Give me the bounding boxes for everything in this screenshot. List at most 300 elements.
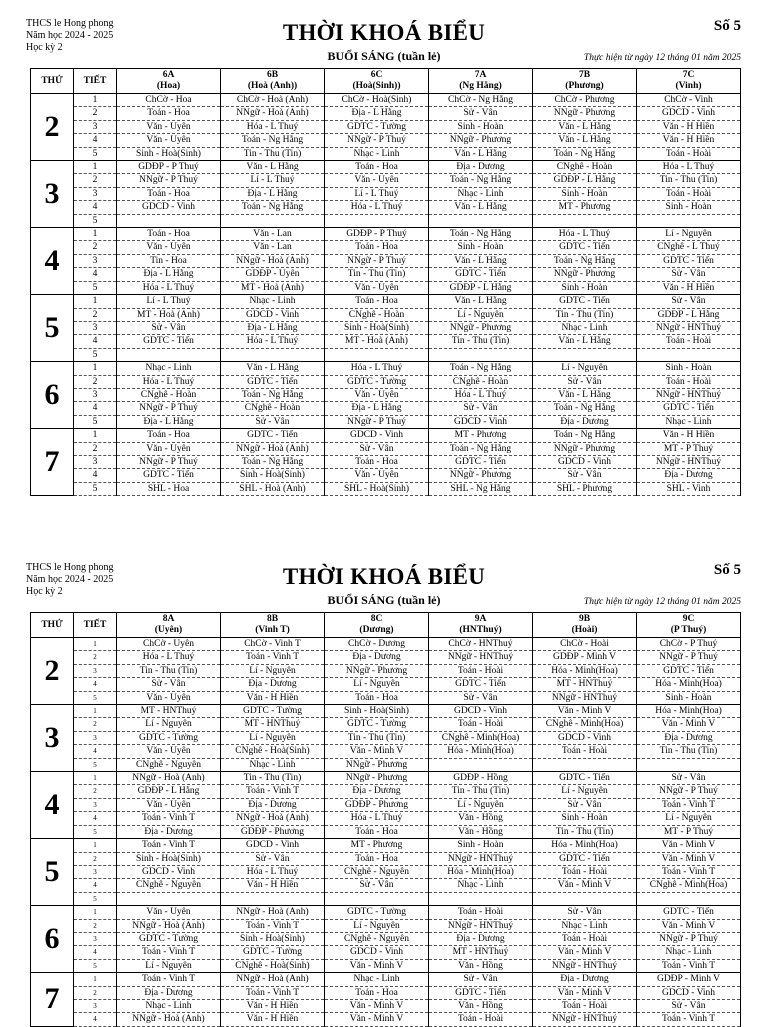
lesson-cell: Toán - Ng Hằng <box>221 134 325 147</box>
lesson-cell: Địa - L Hằng <box>117 415 221 428</box>
lesson-cell: Văn - L Hằng <box>429 147 533 160</box>
class-name: 7C <box>682 70 695 80</box>
lesson-cell: Toán - Hoa <box>325 161 429 174</box>
lesson-cell: Toán - Ng Hằng <box>429 442 533 455</box>
period-number: 5 <box>74 147 117 160</box>
timetable-sheet-2 <box>0 544 768 1025</box>
lesson-cell: GDTC - Tiến <box>429 268 533 281</box>
period-number: 3 <box>74 254 117 267</box>
period-number: 2 <box>74 919 117 932</box>
lesson-cell: Toán - Vinh T <box>637 1013 741 1026</box>
lesson-cell: Toán - Ng Hằng <box>429 362 533 375</box>
table-row <box>31 120 741 133</box>
lesson-cell: Văn - Uyên <box>325 388 429 401</box>
lesson-cell: GDTC - Tiến <box>533 295 637 308</box>
lesson-cell: GDCD - Vinh <box>117 865 221 878</box>
lesson-cell: Văn - H Hiền <box>221 1013 325 1026</box>
lesson-cell: NNgữ - P Thuý <box>325 134 429 147</box>
lesson-cell: Văn - Uyên <box>117 120 221 133</box>
period-number: 5 <box>74 348 117 361</box>
lesson-cell <box>429 758 533 771</box>
period-number: 1 <box>74 161 117 174</box>
lesson-cell: Hóa - Minh(Hoa) <box>429 865 533 878</box>
lesson-cell: Sinh - Hoà(Sinh) <box>117 852 221 865</box>
timetable-sheet-1 <box>0 0 768 494</box>
lesson-cell: Toán - Ng Hằng <box>429 228 533 241</box>
lesson-cell: Lí - Nguyên <box>533 785 637 798</box>
period-number: 4 <box>74 268 117 281</box>
table-row <box>31 241 741 254</box>
sheet-number: Số 5 <box>713 18 741 34</box>
lesson-cell: GDĐP - L Hằng <box>117 785 221 798</box>
lesson-cell: Sinh - Hoà(Sinh) <box>221 932 325 945</box>
lesson-cell: Văn - Hồng <box>429 812 533 825</box>
lesson-cell: Nhạc - Linh <box>117 999 221 1012</box>
homeroom-teacher: (Hoà(Sinh)) <box>352 81 401 91</box>
class-header-8a <box>117 613 221 638</box>
period-number: 1 <box>74 94 117 107</box>
lesson-cell: Toán - Hoài <box>429 906 533 919</box>
lesson-cell: GDĐP - Phương <box>221 825 325 838</box>
period-number: 5 <box>74 281 117 294</box>
lesson-cell <box>533 348 637 361</box>
lesson-cell: NNgữ - Phương <box>325 758 429 771</box>
lesson-cell <box>325 214 429 227</box>
lesson-cell: Hóa - Minh(Hoa) <box>637 705 741 718</box>
lesson-cell: SHL - Phương <box>533 482 637 495</box>
period-number: 4 <box>74 402 117 415</box>
lesson-cell: NNgữ - Hoà (Anh) <box>221 812 325 825</box>
lesson-cell: Sử - Vân <box>429 973 533 986</box>
lesson-cell: Toán - Vinh T <box>221 651 325 664</box>
col-day-header: THỨ <box>31 69 74 94</box>
table-row <box>31 638 741 651</box>
table-row <box>31 402 741 415</box>
school-name: THCS le Hong phong <box>26 18 114 29</box>
lesson-cell: NNgữ - HNThuý <box>637 388 741 401</box>
day-cell: 2 <box>31 638 74 705</box>
table-row <box>31 758 741 771</box>
lesson-cell: Toán - Vinh T <box>117 812 221 825</box>
lesson-cell: GDTC - Tường <box>221 705 325 718</box>
lesson-cell: Văn - L Hằng <box>533 335 637 348</box>
lesson-cell: ChCờ - Dương <box>325 638 429 651</box>
period-number: 2 <box>74 986 117 999</box>
period-number: 1 <box>74 705 117 718</box>
lesson-cell: GDTC - Tiến <box>221 375 325 388</box>
lesson-cell: Địa - Dương <box>533 415 637 428</box>
lesson-cell: CNghê - Hoàn <box>533 161 637 174</box>
sheet-number: Số 5 <box>713 562 741 578</box>
lesson-cell: Toán - Ng Hằng <box>533 429 637 442</box>
class-header-6c <box>325 69 429 94</box>
class-header-7a <box>429 69 533 94</box>
lesson-cell: NNgữ - Hoà (Anh) <box>117 1013 221 1026</box>
lesson-cell: Văn - H Hiền <box>637 429 741 442</box>
period-number: 1 <box>74 906 117 919</box>
class-header-9a <box>429 613 533 638</box>
lesson-cell: Văn - Minh V <box>637 852 741 865</box>
lesson-cell: Toán - Ng Hằng <box>221 455 325 468</box>
school-term: Học kỳ 2 <box>26 586 63 597</box>
lesson-cell: GDCD - Vinh <box>325 429 429 442</box>
table-row <box>31 321 741 334</box>
lesson-cell: Toán - Vinh T <box>117 946 221 959</box>
lesson-cell: Toán - Hoa <box>325 295 429 308</box>
lesson-cell <box>533 758 637 771</box>
table-row <box>31 1013 741 1026</box>
lesson-cell: Hóa - L Thuý <box>325 812 429 825</box>
class-header-9c <box>637 613 741 638</box>
lesson-cell: SHL - Hoa <box>117 482 221 495</box>
period-number: 1 <box>74 638 117 651</box>
lesson-cell: Toán - Hoài <box>533 865 637 878</box>
period-number: 5 <box>74 892 117 905</box>
lesson-cell: Địa - L Hằng <box>221 187 325 200</box>
lesson-cell <box>637 758 741 771</box>
lesson-cell: Tin - Hoa <box>117 254 221 267</box>
table-row <box>31 798 741 811</box>
homeroom-teacher: (Uyên) <box>154 625 183 635</box>
table-row <box>31 147 741 160</box>
table-row <box>31 388 741 401</box>
lesson-cell: NNgữ - HNThuý <box>429 651 533 664</box>
lesson-cell: GDTC - Tiến <box>533 241 637 254</box>
lesson-cell: Địa - Dương <box>637 731 741 744</box>
lesson-cell: Hóa - Minh(Hoa) <box>533 664 637 677</box>
lesson-cell: Toán - Vinh T <box>637 798 741 811</box>
lesson-cell: Sử - Vân <box>637 268 741 281</box>
lesson-cell <box>429 214 533 227</box>
lesson-cell: ChCờ - Vinh <box>637 94 741 107</box>
lesson-cell: CNghê - Minh(Hoa) <box>429 731 533 744</box>
lesson-cell: Địa - L Hằng <box>325 402 429 415</box>
lesson-cell: Lí - L Thuý <box>117 295 221 308</box>
lesson-cell: Toán - Ng Hằng <box>221 201 325 214</box>
lesson-cell: Văn - Minh V <box>533 986 637 999</box>
period-number: 2 <box>74 852 117 865</box>
lesson-cell: GDĐP - P Thuý <box>325 228 429 241</box>
lesson-cell <box>637 214 741 227</box>
lesson-cell: Văn - H Hiền <box>221 879 325 892</box>
lesson-cell: Văn - Uyên <box>117 691 221 704</box>
timetable-head <box>31 613 741 638</box>
table-row <box>31 691 741 704</box>
lesson-cell: Lí - Nguyên <box>117 718 221 731</box>
lesson-cell: NNgữ - HNThuý <box>637 321 741 334</box>
lesson-cell: Toán - Vinh T <box>221 919 325 932</box>
period-number: 1 <box>74 362 117 375</box>
lesson-cell <box>637 892 741 905</box>
period-number: 5 <box>74 415 117 428</box>
table-row <box>31 295 741 308</box>
lesson-cell: GDTC - Tường <box>117 731 221 744</box>
period-number: 5 <box>74 758 117 771</box>
lesson-cell: NNgữ - P Thuý <box>637 932 741 945</box>
table-row <box>31 455 741 468</box>
lesson-cell: Sử - Vân <box>429 402 533 415</box>
lesson-cell: Toán - Vinh T <box>637 865 741 878</box>
period-number: 3 <box>74 664 117 677</box>
lesson-cell: Địa - Dương <box>221 678 325 691</box>
table-row <box>31 919 741 932</box>
lesson-cell: ChCờ - Phương <box>533 94 637 107</box>
lesson-cell: GDĐP - Minh V <box>637 973 741 986</box>
lesson-cell: Toán - Hoa <box>325 241 429 254</box>
lesson-cell: NNgữ - HNThuý <box>429 919 533 932</box>
lesson-cell: Hóa - L Thuý <box>533 228 637 241</box>
day-cell: 6 <box>31 362 74 429</box>
lesson-cell <box>325 892 429 905</box>
lesson-cell: Toán - Ng Hằng <box>221 388 325 401</box>
lesson-cell: NNgữ - HNThuý <box>429 852 533 865</box>
lesson-cell: Văn - Lan <box>221 228 325 241</box>
lesson-cell: NNgữ - Hoà (Anh) <box>117 919 221 932</box>
lesson-cell: NNgữ - P Thuý <box>637 651 741 664</box>
lesson-cell: CNghê - Nguyên <box>325 932 429 945</box>
lesson-cell: GDCD - Vinh <box>221 308 325 321</box>
table-row <box>31 892 741 905</box>
lesson-cell: MT - HNThuý <box>117 705 221 718</box>
lesson-cell: Toán - Hoa <box>325 852 429 865</box>
lesson-cell: Hóa - L Thuý <box>325 362 429 375</box>
lesson-cell <box>429 348 533 361</box>
lesson-cell: CNghê - Hoà(Sinh) <box>221 745 325 758</box>
lesson-cell: Văn - Uyên <box>325 469 429 482</box>
lesson-cell: GDĐP - P Thuý <box>117 161 221 174</box>
lesson-cell: Sinh - Hoàn <box>533 812 637 825</box>
lesson-cell: GDTC - Tiến <box>637 402 741 415</box>
period-number: 1 <box>74 839 117 852</box>
col-period-header: TIẾT <box>74 613 117 638</box>
page-title: THỜI KHOÁ BIỂU <box>282 564 486 589</box>
lesson-cell: GDTC - Tiến <box>117 469 221 482</box>
lesson-cell: Lí - Nguyên <box>325 678 429 691</box>
lesson-cell: Văn - H Hiền <box>637 120 741 133</box>
lesson-cell: Nhạc - Linh <box>533 321 637 334</box>
lesson-cell: GDĐP - Minh V <box>533 651 637 664</box>
homeroom-teacher: (Vinh) <box>675 81 702 91</box>
day-cell: 6 <box>31 906 74 973</box>
table-row <box>31 825 741 838</box>
lesson-cell: Nhạc - Linh <box>637 415 741 428</box>
lesson-cell: Văn - Minh V <box>325 745 429 758</box>
table-row <box>31 731 741 744</box>
period-number: 1 <box>74 973 117 986</box>
lesson-cell: Toán - Hoa <box>117 228 221 241</box>
class-header-9b <box>533 613 637 638</box>
lesson-cell: Văn - Lan <box>221 241 325 254</box>
lesson-cell: Văn - L Hằng <box>429 295 533 308</box>
lesson-cell: Văn - Minh V <box>637 919 741 932</box>
period-number: 3 <box>74 798 117 811</box>
class-name: 6A <box>162 70 175 80</box>
lesson-cell: NNgữ - Phương <box>429 321 533 334</box>
lesson-cell: ChCờ - Vinh T <box>221 638 325 651</box>
lesson-cell: Văn - Hồng <box>429 825 533 838</box>
lesson-cell: Văn - Uyên <box>117 241 221 254</box>
lesson-cell: Văn - L Hằng <box>221 362 325 375</box>
lesson-cell: Văn - L Hằng <box>429 254 533 267</box>
sheet-header <box>0 544 768 612</box>
lesson-cell: GDTC - Tiến <box>637 906 741 919</box>
lesson-cell: Sinh - Hoàn <box>429 241 533 254</box>
lesson-cell: Nhạc - Linh <box>325 973 429 986</box>
page-subtitle: BUỔI SÁNG (tuần lẻ) <box>327 49 441 63</box>
lesson-cell: Hóa - Minh(Hoa) <box>637 678 741 691</box>
lesson-cell: CNghê - Minh(Hoa) <box>533 718 637 731</box>
lesson-cell: Văn - H Hiền <box>637 281 741 294</box>
lesson-cell: GDĐP - L Hằng <box>429 281 533 294</box>
lesson-cell: ChCờ - Ng Hằng <box>429 94 533 107</box>
lesson-cell: Văn - Minh V <box>637 839 741 852</box>
lesson-cell: NNgữ - HNThuý <box>533 959 637 972</box>
table-row <box>31 664 741 677</box>
lesson-cell: GDĐP - L Hằng <box>637 308 741 321</box>
school-year: Năm học 2024 - 2025 <box>26 574 114 585</box>
col-period-header: TIẾT <box>74 69 117 94</box>
lesson-cell: Toán - Hoài <box>637 375 741 388</box>
homeroom-teacher: (Dương) <box>359 625 394 635</box>
lesson-cell: NNgữ - HNThuý <box>533 691 637 704</box>
period-number: 4 <box>74 879 117 892</box>
lesson-cell: GDTC - Tường <box>325 718 429 731</box>
period-number: 5 <box>74 482 117 495</box>
lesson-cell: Sử - Vân <box>637 772 741 785</box>
lesson-cell: GDCD - Vinh <box>533 455 637 468</box>
day-cell: 3 <box>31 705 74 772</box>
period-number: 4 <box>74 201 117 214</box>
period-number: 5 <box>74 825 117 838</box>
table-row <box>31 174 741 187</box>
lesson-cell: Nhạc - Linh <box>429 187 533 200</box>
homeroom-teacher: (Ng Hằng) <box>459 81 502 91</box>
day-cell: 7 <box>31 429 74 496</box>
lesson-cell: Hóa - L Thuý <box>221 865 325 878</box>
table-row <box>31 986 741 999</box>
table-row <box>31 469 741 482</box>
lesson-cell: GDTC - Tiến <box>221 429 325 442</box>
lesson-cell <box>533 214 637 227</box>
lesson-cell <box>117 348 221 361</box>
lesson-cell: ChCờ - Hoà (Anh) <box>221 94 325 107</box>
col-day-header: THỨ <box>31 613 74 638</box>
lesson-cell: Lí - Nguyên <box>221 664 325 677</box>
lesson-cell: Sử - Vân <box>117 678 221 691</box>
lesson-cell: ChCờ - P Thuý <box>637 638 741 651</box>
period-number: 1 <box>74 228 117 241</box>
table-row <box>31 308 741 321</box>
lesson-cell: CNghê - Minh(Hoa) <box>637 879 741 892</box>
lesson-cell: Sử - Vân <box>221 415 325 428</box>
page-subtitle: BUỔI SÁNG (tuần lẻ) <box>327 593 441 607</box>
lesson-cell: Lí - L Thuý <box>325 187 429 200</box>
lesson-cell: Văn - Uyên <box>325 174 429 187</box>
lesson-cell: Toán - Hoa <box>325 986 429 999</box>
lesson-cell: GDCD - Vinh <box>429 415 533 428</box>
lesson-cell: Địa - L Hằng <box>325 107 429 120</box>
lesson-cell <box>637 348 741 361</box>
lesson-cell: CNghê - Nguyên <box>117 758 221 771</box>
table-row <box>31 785 741 798</box>
lesson-cell: Tin - Thu (Tin) <box>533 308 637 321</box>
lesson-cell: Toán - Ng Hằng <box>533 402 637 415</box>
lesson-cell: Văn - L Hằng <box>221 161 325 174</box>
period-number: 4 <box>74 812 117 825</box>
lesson-cell: Địa - Dương <box>637 469 741 482</box>
table-row <box>31 201 741 214</box>
table-row <box>31 348 741 361</box>
class-name: 8B <box>266 614 279 624</box>
table-row <box>31 134 741 147</box>
lesson-cell: Lí - Nguyên <box>637 812 741 825</box>
table-row <box>31 254 741 267</box>
lesson-cell: NNgữ - P Thuý <box>325 254 429 267</box>
lesson-cell: Sinh - Hoàn <box>637 691 741 704</box>
lesson-cell: NNgữ - P Thuý <box>117 455 221 468</box>
period-number: 4 <box>74 678 117 691</box>
table-row <box>31 772 741 785</box>
lesson-cell: NNgữ - P Thuý <box>325 415 429 428</box>
lesson-cell: NNgữ - HNThuý <box>533 1013 637 1026</box>
lesson-cell: CNghê - Hoàn <box>429 375 533 388</box>
lesson-cell: Địa - Dương <box>221 798 325 811</box>
period-number: 4 <box>74 335 117 348</box>
lesson-cell: Sinh - Hoà(Sinh) <box>325 321 429 334</box>
period-number: 4 <box>74 946 117 959</box>
lesson-cell: Văn - Uyên <box>117 906 221 919</box>
lesson-cell: GDCD - Vinh <box>221 839 325 852</box>
table-row <box>31 705 741 718</box>
table-row <box>31 429 741 442</box>
period-number: 4 <box>74 134 117 147</box>
lesson-cell: Văn - Uyên <box>117 798 221 811</box>
lesson-cell: NNgữ - HNThuý <box>637 455 741 468</box>
lesson-cell: Văn - Minh V <box>533 705 637 718</box>
timetable <box>30 612 741 1027</box>
table-row <box>31 906 741 919</box>
homeroom-teacher: (Hoa) <box>156 81 181 91</box>
lesson-cell: GDTC - Tiến <box>637 254 741 267</box>
lesson-cell: Văn - L Hằng <box>533 120 637 133</box>
lesson-cell: Văn - H Hiền <box>221 999 325 1012</box>
lesson-cell: Tin - Thu (Tin) <box>117 664 221 677</box>
lesson-cell: Tin - Thu (Tin) <box>429 785 533 798</box>
lesson-cell: Địa - Dương <box>533 973 637 986</box>
day-cell: 5 <box>31 839 74 906</box>
class-header-7c <box>637 69 741 94</box>
lesson-cell: NNgữ - P Thuý <box>117 174 221 187</box>
period-number: 4 <box>74 469 117 482</box>
table-row <box>31 228 741 241</box>
lesson-cell: Toán - Hoa <box>117 429 221 442</box>
lesson-cell: MT - HNThuý <box>533 678 637 691</box>
lesson-cell: CNghê - Nguyên <box>325 865 429 878</box>
lesson-cell: Toán - Hoài <box>533 932 637 945</box>
lesson-cell: GDTC - Tiến <box>117 335 221 348</box>
table-row <box>31 718 741 731</box>
lesson-cell: CNghê - Nguyên <box>117 879 221 892</box>
table-row <box>31 745 741 758</box>
lesson-cell: Tin - Thu (Tin) <box>221 772 325 785</box>
lesson-cell: GDCD - Vinh <box>637 107 741 120</box>
lesson-cell: Toán - Hoa <box>117 187 221 200</box>
period-number: 3 <box>74 865 117 878</box>
school-name: THCS le Hong phong <box>26 562 114 573</box>
lesson-cell: Tin - Thu (Tin) <box>637 745 741 758</box>
period-number: 5 <box>74 214 117 227</box>
day-cell: 7 <box>31 973 74 1027</box>
